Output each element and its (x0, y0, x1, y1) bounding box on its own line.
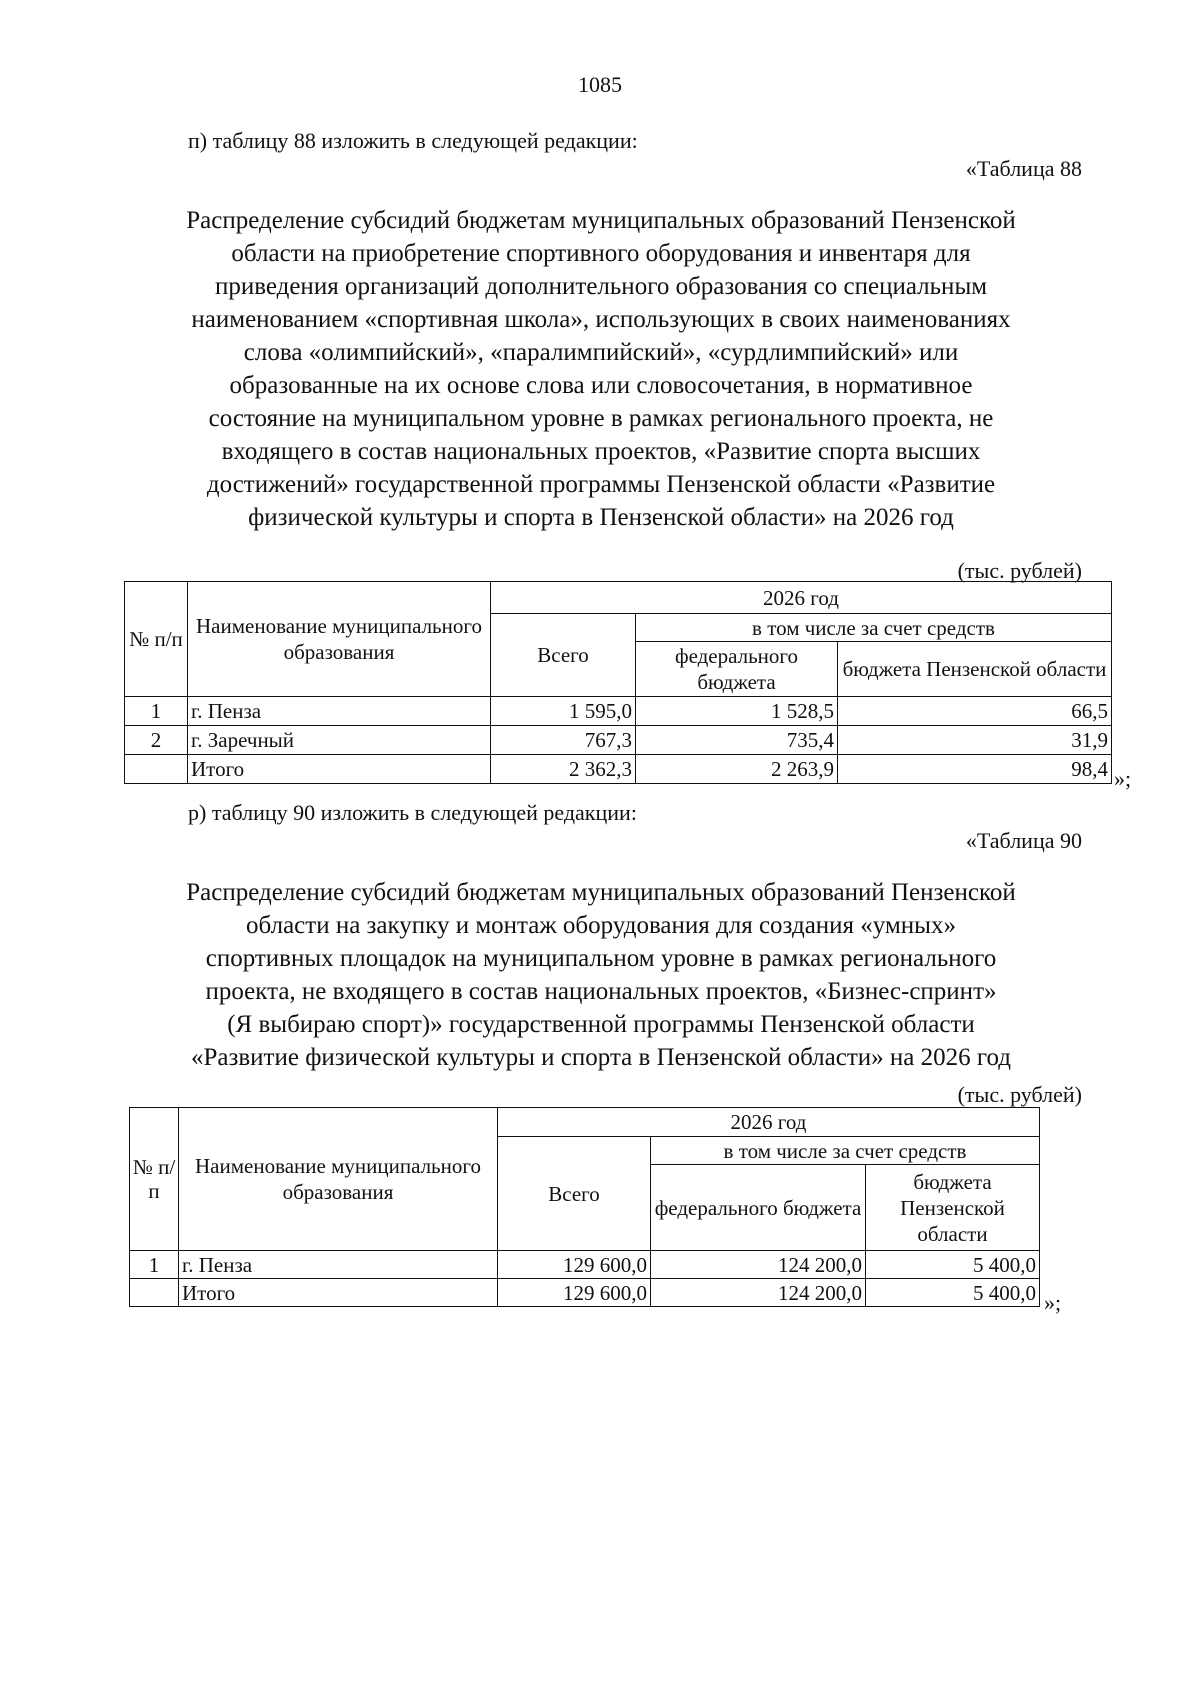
header-name: Наименование муниципального образования (188, 582, 491, 697)
heading-line: области на закупку и монтаж оборудования для создания «умных» (246, 912, 956, 939)
heading-line: Распределение субсидий бюджетам муниципальных образований Пензенской (186, 207, 1016, 234)
cell-total: 767,3 (491, 726, 636, 755)
cell-total: 129 600,0 (498, 1279, 651, 1307)
header-regional: бюджета Пензенской области (838, 642, 1112, 697)
table-row-total (130, 1279, 1040, 1307)
header-total: Всего (491, 614, 636, 697)
cell-regional: 5 400,0 (866, 1251, 1040, 1279)
instruction-table-88: п) таблицу 88 изложить в следующей редакции: (188, 128, 638, 153)
cell-regional: 66,5 (838, 697, 1112, 726)
cell-name: г. Пенза (188, 697, 491, 726)
heading-line: спортивных площадок на муниципальном уровне в рамках регионального (205, 945, 997, 972)
instruction-table-90: р) таблицу 90 изложить в следующей редакции: (188, 800, 637, 825)
cell-name: г. Пенза (179, 1251, 498, 1279)
table-row (130, 1251, 1040, 1279)
cell-num (130, 1279, 179, 1307)
header-including: в том числе за счет средств (651, 1137, 1040, 1165)
header-federal: федерального бюджета (636, 642, 838, 697)
cell-total: 129 600,0 (498, 1251, 651, 1279)
cell-regional: 31,9 (838, 726, 1112, 755)
header-num: № п/п (125, 582, 188, 697)
table-90-heading (118, 876, 1084, 1074)
cell-federal: 1 528,5 (636, 697, 838, 726)
cell-federal: 735,4 (636, 726, 838, 755)
heading-line: образованные на их основе слова или словосочетания, в нормативное (229, 372, 973, 399)
heading-line: приведения организаций дополнительного образования со специальным (214, 273, 988, 300)
heading-line: проекта, не входящего в состав национальных проектов, «Бизнес-спринт» (205, 978, 997, 1005)
table-88-closing: »; (1114, 766, 1132, 791)
heading-line: слова «олимпийский», «паралимпийский», «сурдлимпийский» или (243, 339, 959, 366)
table-90-closing: »; (1044, 1290, 1062, 1315)
table-88-unit: (тыс. рублей) (957, 558, 1082, 583)
header-num: № п/п (130, 1108, 179, 1251)
header-year: 2026 год (498, 1108, 1040, 1137)
heading-line: состояние на муниципальном уровне в рамках регионального проекта, не (208, 405, 994, 432)
cell-name: г. Заречный (188, 726, 491, 755)
heading-line: физической культуры и спорта в Пензенской области» на 2026 год (248, 504, 954, 531)
header-total: Всего (498, 1137, 651, 1251)
heading-line: входящего в состав национальных проектов, «Развитие спорта высших (221, 438, 981, 465)
cell-total: 1 595,0 (491, 697, 636, 726)
header-regional: бюджета Пензенской области (866, 1165, 1040, 1251)
cell-regional: 98,4 (838, 755, 1112, 784)
table-90-unit: (тыс. рублей) (957, 1082, 1082, 1107)
heading-line: «Развитие физической культуры и спорта в Пензенской области» на 2026 год (190, 1044, 1011, 1071)
table-88-label: «Таблица 88 (965, 156, 1082, 181)
page-number: 1085 (578, 72, 622, 97)
table-90 (129, 1107, 1040, 1307)
table-row-total (125, 755, 1112, 784)
header-year: 2026 год (491, 582, 1112, 614)
heading-line: (Я выбираю спорт)» государственной программы Пензенской области (227, 1011, 975, 1038)
table-88-heading (118, 204, 1084, 534)
cell-federal: 124 200,0 (651, 1279, 866, 1307)
cell-num: 1 (130, 1251, 179, 1279)
cell-num: 2 (125, 726, 188, 755)
table-90-label: «Таблица 90 (965, 828, 1082, 853)
cell-total: 2 362,3 (491, 755, 636, 784)
cell-name: Итого (179, 1279, 498, 1307)
cell-num: 1 (125, 697, 188, 726)
header-federal: федерального бюджета (651, 1165, 866, 1251)
cell-federal: 124 200,0 (651, 1251, 866, 1279)
heading-line: области на приобретение спортивного оборудования и инвентаря для (231, 240, 971, 267)
heading-line: достижений» государственной программы Пензенской области «Развитие (206, 471, 996, 498)
cell-name: Итого (188, 755, 491, 784)
cell-regional: 5 400,0 (866, 1279, 1040, 1307)
heading-line: наименованием «спортивная школа», использующих в своих наименованиях (191, 306, 1011, 333)
cell-num (125, 755, 188, 784)
table-row (125, 697, 1112, 726)
table-row (125, 726, 1112, 755)
header-including: в том числе за счет средств (636, 614, 1112, 642)
table-88 (124, 581, 1112, 784)
cell-federal: 2 263,9 (636, 755, 838, 784)
header-name: Наименование муниципального образования (179, 1108, 498, 1251)
heading-line: Распределение субсидий бюджетам муниципальных образований Пензенской (186, 879, 1016, 906)
